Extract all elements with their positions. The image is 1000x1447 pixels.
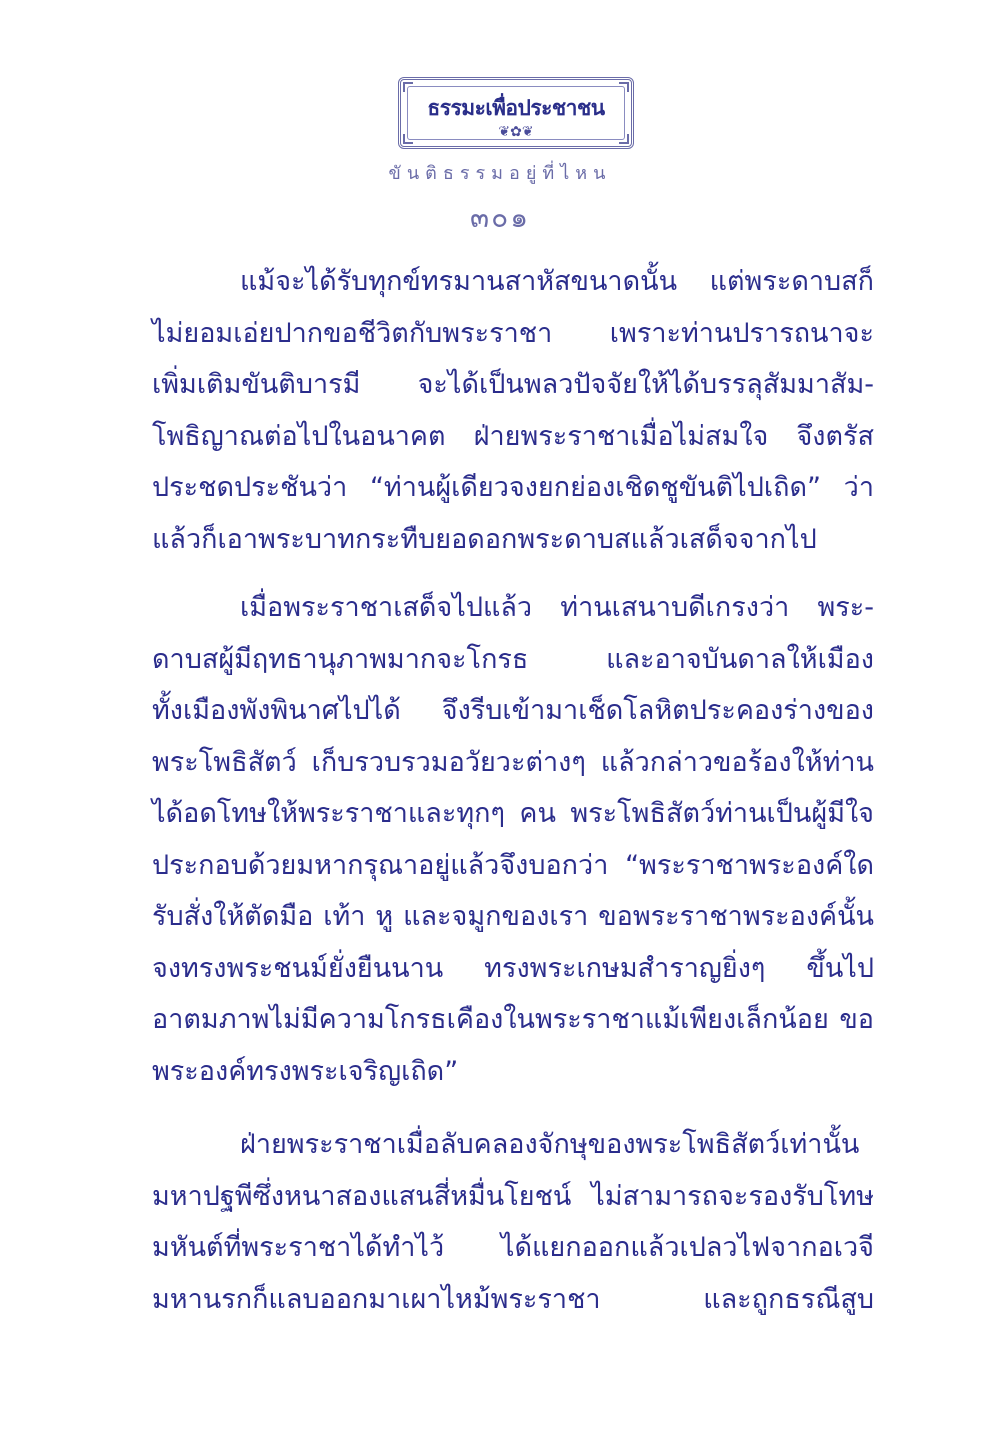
text-line: แล้วก็เอาพระบาทกระทืบยอดอกพระดาบสแล้วเสด็จจากไป — [152, 523, 817, 555]
chapter-subtitle: ขันติธรรมอยู่ที่ไหน — [388, 163, 612, 184]
text-line: ทั้งเมืองพังพินาศไปได้ จึงรีบเข้ามาเช็ดโลหิตประคองร่างของ — [152, 695, 874, 726]
logo-text: ธรรมะเพื่อประชาชน — [427, 96, 605, 120]
logo-corner-ornament — [403, 82, 413, 92]
text-line: มหันต์ที่พระราชาได้ทำไว้ ได้แยกออกแล้วเปลวไฟจากอเวจี — [152, 1232, 874, 1263]
logo — [398, 77, 634, 149]
text-line: มหาปฐพีซึ่งหนาสองแสนสี่หมื่นโยชน์ ไม่สามารถจะรองรับโทษ — [152, 1180, 874, 1212]
text-line: มหานรกก็แลบออกมาเผาไหม้พระราชา และถูกธรณีสูบ — [152, 1283, 874, 1315]
paragraph-1 — [152, 256, 874, 565]
paragraph-3 — [152, 1119, 874, 1325]
text-line: พระองค์ทรงพระเจริญเถิด” — [152, 1055, 459, 1087]
text-line: เพิ่มเติมขันติบารมี จะได้เป็นพลวปัจจัยให้ได้บรรลุสัมมาสัม- — [152, 369, 874, 400]
paragraph-2 — [152, 582, 874, 1097]
text-line: ดาบสผู้มีฤทธานุภาพมากจะโกรธ และอาจบันดาลให้เมือง — [152, 643, 874, 675]
text-line: อาตมภาพไม่มีความโกรธเคืองในพระราชาแม้เพียงเล็กน้อย ขอ — [152, 1004, 874, 1035]
text-line: เมื่อพระราชาเสด็จไปแล้ว ท่านเสนาบดีเกรงว่า พระ- — [240, 592, 874, 623]
text-line: ประกอบด้วยมหากรุณาอยู่แล้วจึงบอกว่า “พระราชาพระองค์ใด — [152, 849, 874, 881]
logo-corner-ornament — [619, 82, 629, 92]
logo-ornament-icon: ❦✿❦ — [498, 124, 534, 140]
text-line: โพธิญาณต่อไปในอนาคต ฝ่ายพระราชาเมื่อไม่สมใจ จึงตรัส — [152, 420, 874, 452]
text-line: ประชดประชันว่า “ท่านผู้เดียวจงยกย่องเชิดชูขันติไปเถิด” ว่า — [152, 472, 874, 503]
text-line: ฝ่ายพระราชาเมื่อลับคลองจักษุของพระโพธิสัตว์เท่านั้น — [240, 1129, 860, 1160]
text-line: ได้อดโทษให้พระราชาและทุกๆ คน พระโพธิสัตว์ท่านเป็นผู้มีใจ — [152, 798, 874, 829]
text-line: พระโพธิสัตว์ เก็บรวบรวมอวัยวะต่างๆ แล้วกล่าวขอร้องให้ท่าน — [152, 746, 874, 778]
text-line: แม้จะได้รับทุกข์ทรมานสาหัสขนาดนั้น แต่พระดาบสก็ — [240, 266, 874, 297]
text-line: ไม่ยอมเอ่ยปากขอชีวิตกับพระราชา เพราะท่านปรารถนาจะ — [152, 317, 874, 349]
text-line: รับสั่งให้ตัดมือ เท้า หู และจมูกของเรา ขอพระราชาพระองค์นั้น — [152, 901, 874, 932]
text-line: จงทรงพระชนม์ยั่งยืนนาน ทรงพระเกษมสำราญยิ่งๆ ขึ้นไป — [152, 952, 874, 984]
page-number: ๓๐๑ — [469, 201, 530, 234]
